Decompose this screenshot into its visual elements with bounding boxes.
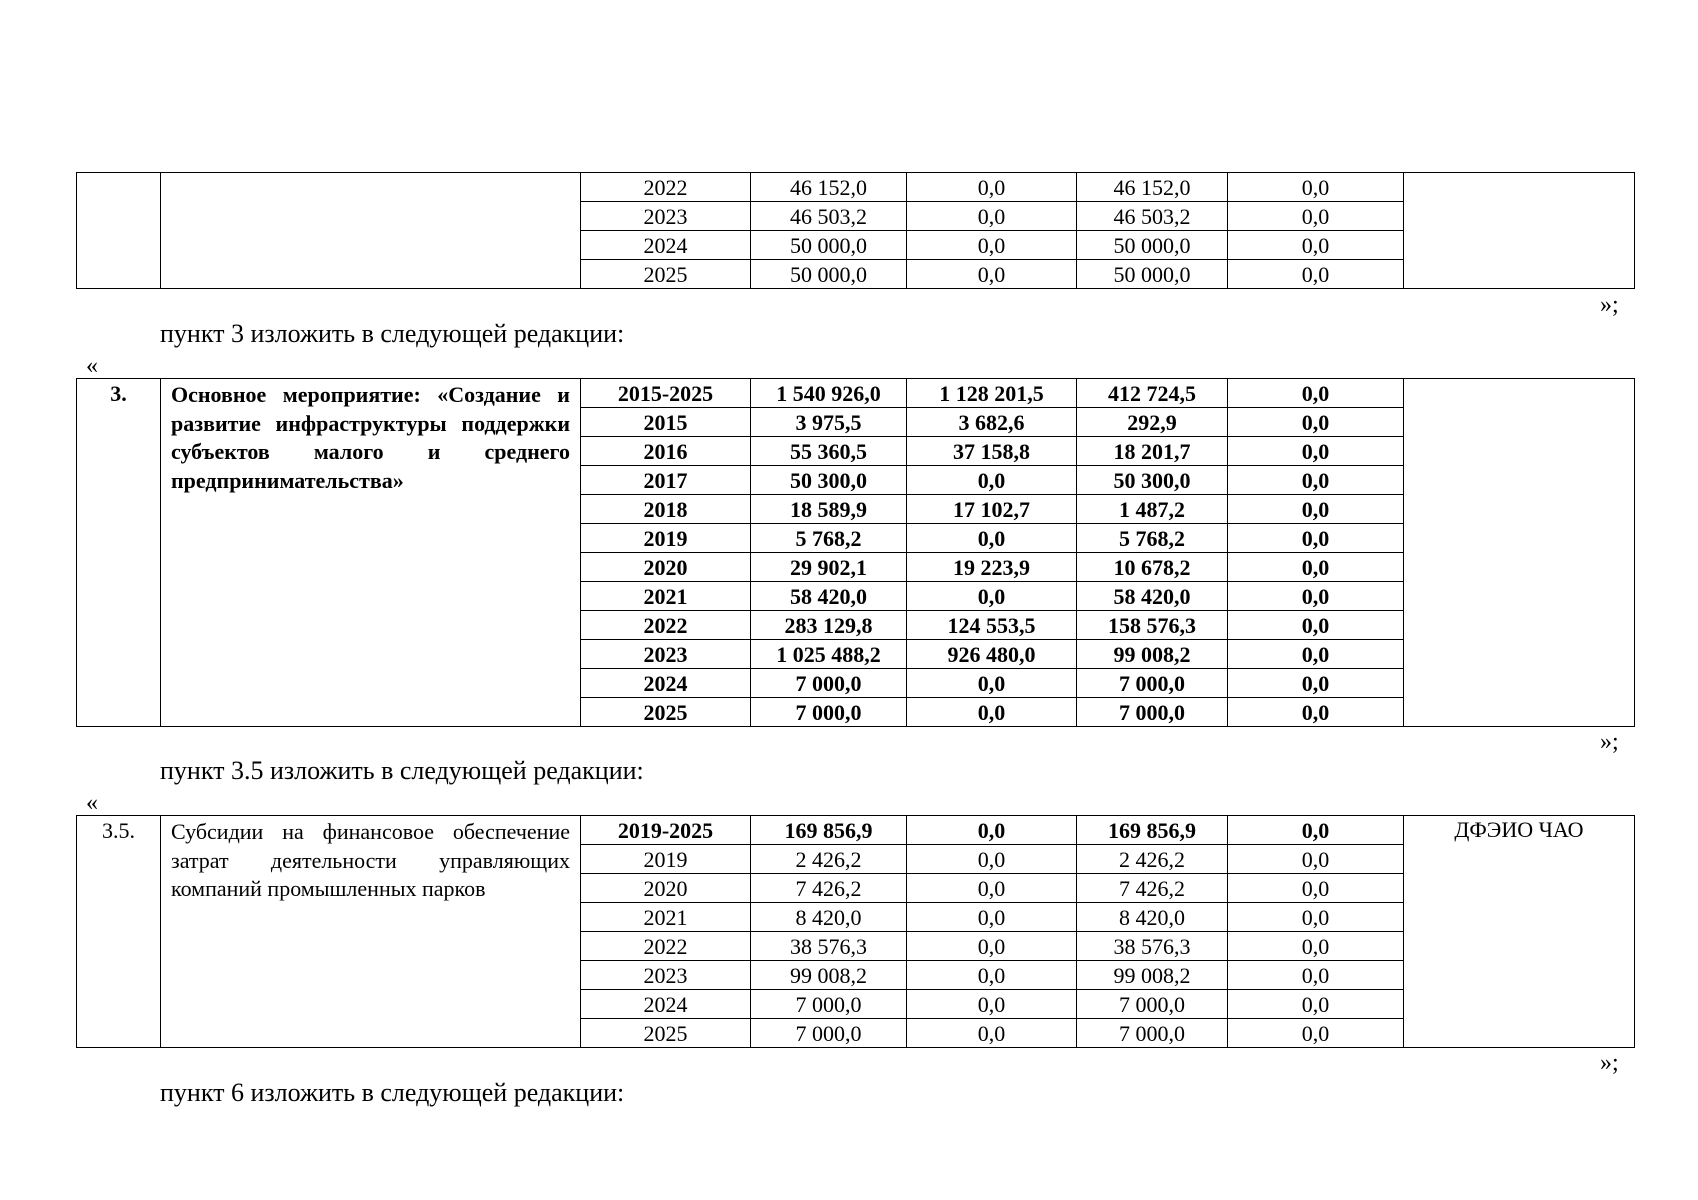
total-cell: 7 000,0 [751, 1019, 907, 1048]
responsible-executor [1404, 173, 1635, 289]
year-cell: 2022 [581, 173, 751, 202]
federal-cell: 0,0 [907, 524, 1077, 553]
other-cell: 0,0 [1228, 173, 1404, 202]
federal-cell: 0,0 [907, 903, 1077, 932]
other-cell: 0,0 [1228, 1019, 1404, 1048]
regional-cell: 38 576,3 [1077, 932, 1228, 961]
year-cell: 2015 [581, 408, 751, 437]
other-cell: 0,0 [1228, 202, 1404, 231]
total-cell: 1 540 926,0 [751, 379, 907, 408]
regional-cell: 46 503,2 [1077, 202, 1228, 231]
other-cell: 0,0 [1228, 231, 1404, 260]
opening-quote: « [86, 353, 98, 379]
closing-quote: »; [1600, 1050, 1619, 1076]
year-cell: 2019 [581, 524, 751, 553]
instruction-paragraph: пункт 6 изложить в следующей редакции: [160, 1078, 625, 1107]
regional-cell: 18 201,7 [1077, 437, 1228, 466]
table-continuation [76, 172, 1635, 289]
other-cell: 0,0 [1228, 698, 1404, 727]
other-cell: 0,0 [1228, 466, 1404, 495]
total-cell: 7 426,2 [751, 874, 907, 903]
total-cell: 8 420,0 [751, 903, 907, 932]
federal-cell: 0,0 [907, 582, 1077, 611]
regional-cell: 2 426,2 [1077, 845, 1228, 874]
federal-cell: 37 158,8 [907, 437, 1077, 466]
total-cell: 7 000,0 [751, 669, 907, 698]
opening-quote: « [86, 790, 98, 816]
federal-cell: 0,0 [907, 816, 1077, 845]
year-cell: 2025 [581, 1019, 751, 1048]
closing-quote: »; [1600, 292, 1619, 318]
total-cell: 46 503,2 [751, 202, 907, 231]
year-cell: 2020 [581, 874, 751, 903]
responsible-executor [1404, 379, 1635, 727]
federal-cell: 0,0 [907, 202, 1077, 231]
total-cell: 55 360,5 [751, 437, 907, 466]
federal-cell: 0,0 [907, 961, 1077, 990]
federal-cell: 3 682,6 [907, 408, 1077, 437]
other-cell: 0,0 [1228, 932, 1404, 961]
item-name: Основное мероприятие: «Создание и развитие инфраструктуры поддержки субъектов малого и среднего предпринимательства» [161, 379, 581, 727]
year-cell: 2017 [581, 466, 751, 495]
total-cell: 3 975,5 [751, 408, 907, 437]
table-row [77, 379, 1635, 408]
total-cell: 2 426,2 [751, 845, 907, 874]
federal-cell: 19 223,9 [907, 553, 1077, 582]
federal-cell: 17 102,7 [907, 495, 1077, 524]
total-cell: 7 000,0 [751, 698, 907, 727]
responsible-executor: ДФЭИО ЧАО [1404, 816, 1635, 1048]
regional-cell: 99 008,2 [1077, 640, 1228, 669]
year-cell: 2025 [581, 260, 751, 289]
other-cell: 0,0 [1228, 379, 1404, 408]
year-cell: 2024 [581, 231, 751, 260]
other-cell: 0,0 [1228, 669, 1404, 698]
total-cell: 1 025 488,2 [751, 640, 907, 669]
federal-cell: 926 480,0 [907, 640, 1077, 669]
total-cell: 283 129,8 [751, 611, 907, 640]
other-cell: 0,0 [1228, 874, 1404, 903]
item-number [77, 173, 161, 289]
federal-cell: 0,0 [907, 932, 1077, 961]
other-cell: 0,0 [1228, 524, 1404, 553]
year-cell: 2015-2025 [581, 379, 751, 408]
federal-cell: 0,0 [907, 669, 1077, 698]
federal-cell: 0,0 [907, 466, 1077, 495]
federal-cell: 0,0 [907, 260, 1077, 289]
federal-cell: 0,0 [907, 990, 1077, 1019]
regional-cell: 412 724,5 [1077, 379, 1228, 408]
year-cell: 2023 [581, 202, 751, 231]
other-cell: 0,0 [1228, 582, 1404, 611]
instruction-paragraph: пункт 3.5 изложить в следующей редакции: [160, 756, 644, 785]
year-cell: 2019 [581, 845, 751, 874]
total-cell: 29 902,1 [751, 553, 907, 582]
year-cell: 2020 [581, 553, 751, 582]
other-cell: 0,0 [1228, 903, 1404, 932]
regional-cell: 10 678,2 [1077, 553, 1228, 582]
total-cell: 46 152,0 [751, 173, 907, 202]
year-cell: 2023 [581, 961, 751, 990]
other-cell: 0,0 [1228, 640, 1404, 669]
regional-cell: 50 000,0 [1077, 260, 1228, 289]
other-cell: 0,0 [1228, 495, 1404, 524]
total-cell: 5 768,2 [751, 524, 907, 553]
regional-cell: 50 000,0 [1077, 231, 1228, 260]
federal-cell: 124 553,5 [907, 611, 1077, 640]
regional-cell: 5 768,2 [1077, 524, 1228, 553]
year-cell: 2024 [581, 669, 751, 698]
other-cell: 0,0 [1228, 260, 1404, 289]
regional-cell: 50 300,0 [1077, 466, 1228, 495]
regional-cell: 169 856,9 [1077, 816, 1228, 845]
year-cell: 2016 [581, 437, 751, 466]
other-cell: 0,0 [1228, 437, 1404, 466]
federal-cell: 0,0 [907, 698, 1077, 727]
table-row [77, 816, 1635, 845]
federal-cell: 0,0 [907, 231, 1077, 260]
total-cell: 99 008,2 [751, 961, 907, 990]
federal-cell: 0,0 [907, 845, 1077, 874]
regional-cell: 7 000,0 [1077, 698, 1228, 727]
table-row [77, 173, 1635, 202]
item-name [161, 173, 581, 289]
other-cell: 0,0 [1228, 816, 1404, 845]
regional-cell: 8 420,0 [1077, 903, 1228, 932]
year-cell: 2021 [581, 582, 751, 611]
year-cell: 2021 [581, 903, 751, 932]
other-cell: 0,0 [1228, 553, 1404, 582]
regional-cell: 7 000,0 [1077, 1019, 1228, 1048]
other-cell: 0,0 [1228, 990, 1404, 1019]
year-cell: 2022 [581, 611, 751, 640]
item-name: Субсидии на финансовое обеспечение затрат деятельности управляющих компаний промышленных парков [161, 816, 581, 1048]
other-cell: 0,0 [1228, 845, 1404, 874]
regional-cell: 292,9 [1077, 408, 1228, 437]
other-cell: 0,0 [1228, 408, 1404, 437]
regional-cell: 7 000,0 [1077, 990, 1228, 1019]
year-cell: 2022 [581, 932, 751, 961]
year-cell: 2018 [581, 495, 751, 524]
instruction-paragraph: пункт 3 изложить в следующей редакции: [160, 319, 625, 348]
federal-cell: 0,0 [907, 173, 1077, 202]
other-cell: 0,0 [1228, 961, 1404, 990]
total-cell: 38 576,3 [751, 932, 907, 961]
total-cell: 50 300,0 [751, 466, 907, 495]
total-cell: 7 000,0 [751, 990, 907, 1019]
total-cell: 18 589,9 [751, 495, 907, 524]
other-cell: 0,0 [1228, 611, 1404, 640]
closing-quote: »; [1600, 729, 1619, 755]
item-number: 3. [77, 379, 161, 727]
regional-cell: 58 420,0 [1077, 582, 1228, 611]
item-number: 3.5. [77, 816, 161, 1048]
year-cell: 2024 [581, 990, 751, 1019]
total-cell: 50 000,0 [751, 260, 907, 289]
federal-cell: 0,0 [907, 1019, 1077, 1048]
regional-cell: 158 576,3 [1077, 611, 1228, 640]
regional-cell: 7 000,0 [1077, 669, 1228, 698]
table-item-3-5 [76, 815, 1635, 1048]
regional-cell: 46 152,0 [1077, 173, 1228, 202]
regional-cell: 7 426,2 [1077, 874, 1228, 903]
total-cell: 169 856,9 [751, 816, 907, 845]
regional-cell: 99 008,2 [1077, 961, 1228, 990]
year-cell: 2019-2025 [581, 816, 751, 845]
total-cell: 50 000,0 [751, 231, 907, 260]
regional-cell: 1 487,2 [1077, 495, 1228, 524]
year-cell: 2023 [581, 640, 751, 669]
table-item-3 [76, 378, 1635, 727]
total-cell: 58 420,0 [751, 582, 907, 611]
federal-cell: 1 128 201,5 [907, 379, 1077, 408]
year-cell: 2025 [581, 698, 751, 727]
federal-cell: 0,0 [907, 874, 1077, 903]
